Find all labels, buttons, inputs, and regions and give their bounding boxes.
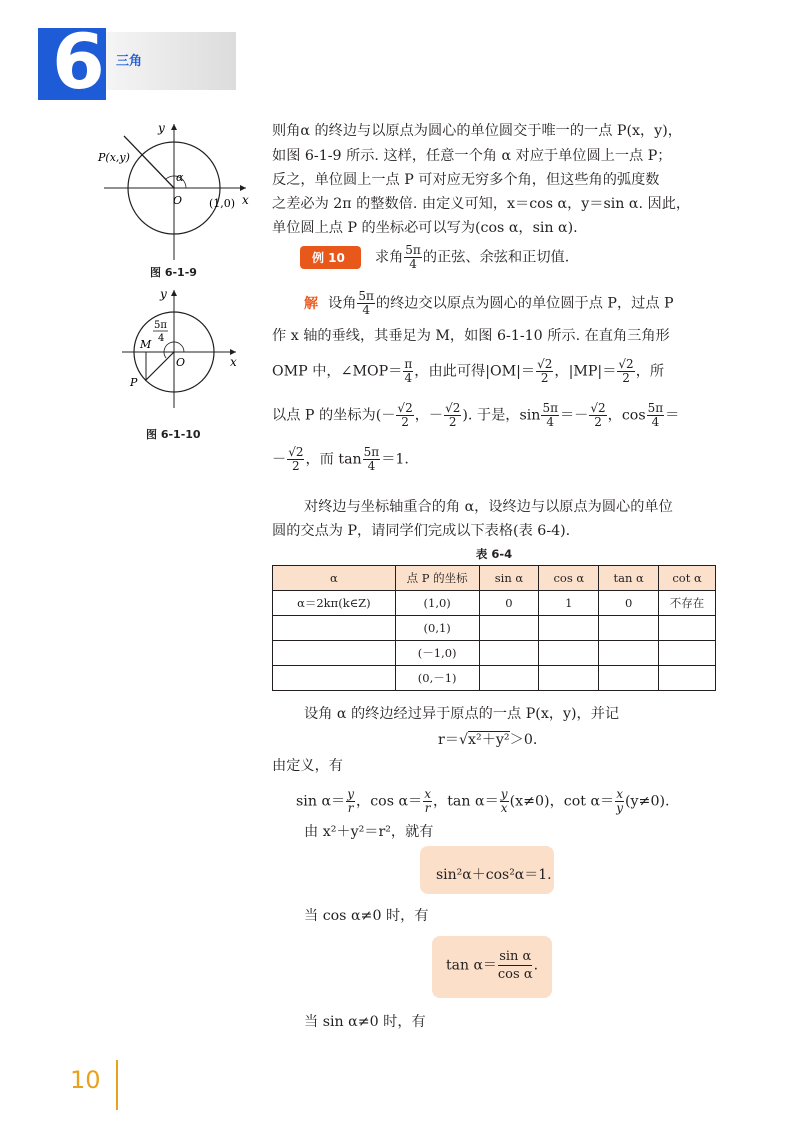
general-r-definition: r＝√x²＋y²＞0. (438, 732, 538, 748)
fig1-point-p-label: P(x,y) (98, 151, 130, 164)
frac-num: √2 (537, 357, 553, 371)
table-cell: 不存在 (659, 591, 716, 616)
fig2-y-label: y (160, 287, 167, 301)
frac-y-over-x (500, 788, 509, 815)
frac-5pi-over-4 (541, 402, 559, 429)
solution-s4-d: ＝－ (559, 407, 589, 424)
solution-s4-e: ，cos (607, 407, 646, 424)
frac-num: 5π (647, 401, 664, 415)
solution-s5-b: ，而 tan (305, 451, 362, 468)
frac-den: r (347, 801, 354, 815)
solution-s3-b: ，由此可得|OM|＝ (414, 363, 536, 380)
intro-line-5: 单位圆上点 P 的坐标必可以写为(cos α，sin α). (272, 220, 578, 236)
solution-s4-f: ＝ (665, 407, 680, 424)
frac-den: 2 (622, 371, 630, 385)
example-badge: 例 10 (300, 246, 361, 269)
frac-den: y (616, 801, 623, 815)
solution-om-value (536, 358, 553, 385)
example-question-post: 的正弦、余弦和正切值. (422, 249, 570, 266)
frac-den: 4 (404, 371, 413, 385)
page-number-divider (116, 1060, 118, 1110)
table-cell (479, 641, 539, 666)
solution-s1-pre: 设角 (328, 295, 357, 312)
table-cell (273, 666, 396, 691)
table-cell: 0 (479, 591, 539, 616)
solution-s4-a: 以点 P 的坐标为(－ (272, 407, 396, 424)
solution-line-5 (272, 446, 409, 473)
table-header-cell: 点 P 的坐标 (395, 566, 479, 591)
solution-s4-c: ). 于是，sin (462, 407, 541, 424)
table-cell: 1 (539, 591, 599, 616)
def-cot-pre: (x≠0)，cot α＝ (509, 793, 615, 810)
solution-line-3 (272, 358, 664, 385)
table-cell: (1,0) (395, 591, 479, 616)
page-number: 10 (70, 1066, 101, 1094)
solution-s1-num: 5π (358, 289, 374, 303)
frac-x-over-y (615, 788, 624, 815)
frac-sqrt2-over-2 (589, 402, 606, 429)
table-row (273, 616, 716, 641)
frac-5pi-over-4 (363, 446, 381, 473)
table-cell: (0,1) (395, 616, 479, 641)
tan-identity-pre: tan α＝ (446, 957, 497, 974)
table-row (273, 641, 716, 666)
frac-den: 4 (546, 415, 555, 429)
frac-den: x (500, 801, 508, 815)
table-cell: α＝2kπ(k∈Z) (273, 591, 396, 616)
solution-s3-d: ，所 (635, 363, 665, 380)
def-cos-pre: ，cos α＝ (356, 793, 423, 810)
fig2-x-label: x (230, 355, 237, 369)
solution-line-4 (272, 402, 679, 429)
frac-5pi-over-4 (647, 402, 665, 429)
table-header-cell: sin α (479, 566, 539, 591)
frac-num: x (424, 787, 432, 801)
fig2-point-p-label: P (130, 376, 138, 389)
solution-s3-a: OMP 中，∠MOP＝ (272, 363, 403, 380)
frac-num: √2 (618, 357, 634, 371)
table-cell: (－1,0) (395, 641, 479, 666)
frac-num: y (347, 787, 355, 801)
table-cell (599, 666, 659, 691)
frac-num: y (500, 787, 508, 801)
solution-s5-c: ＝1. (381, 451, 409, 468)
frac-x-over-r (423, 788, 432, 815)
figure-6-1-10 (118, 286, 242, 412)
intro-line-3: 反之，单位圆上一点 P 可对应无穷多个角，但这些角的弧度数 (272, 172, 660, 188)
r-def-radicand: x²＋y² (468, 732, 510, 748)
table-row (273, 591, 716, 616)
frac-den: 2 (448, 415, 457, 429)
frac-den: 2 (594, 415, 602, 429)
frac-den: r (424, 801, 431, 815)
intro-line-4: 之差必为 2π 的整数倍. 由定义可知，x＝cos α，y＝sin α. 因此， (272, 196, 691, 212)
table-6-4 (272, 565, 716, 691)
solution-s4-b: ，－ (414, 407, 444, 424)
example-angle-den: 4 (409, 257, 417, 271)
general-line-5: 当 sin α≠0 时，有 (304, 1014, 426, 1030)
figure-6-1-9-caption: 图 6-1-9 (150, 266, 197, 279)
frac-num: π (404, 357, 413, 371)
axis-para-line-1: 对终边与坐标轴重合的角 α，设终边与以原点为圆心的单位 (304, 499, 673, 515)
table-header-cell: cos α (539, 566, 599, 591)
tangent-identity (446, 948, 538, 983)
table-cell (273, 616, 396, 641)
tan-identity-post: . (533, 957, 539, 974)
table-header-cell: tan α (599, 566, 659, 591)
table-cell (599, 641, 659, 666)
solution-pi-over-4 (403, 358, 413, 385)
frac-den: 2 (540, 371, 549, 385)
table-cell: 0 (599, 591, 659, 616)
general-definitions (296, 788, 670, 815)
frac-den: 4 (651, 415, 660, 429)
fig1-unit-point-label: (1,0) (209, 197, 236, 210)
example-angle-num: 5π (405, 243, 421, 257)
solution-line-1 (304, 290, 674, 317)
table-cell (599, 616, 659, 641)
def-tan-pre: ，tan α＝ (433, 793, 499, 810)
intro-line-2: 如图 6-1-9 所示. 这样，任意一个角 α 对应于单位圆上一点 P； (272, 148, 672, 164)
table-cell (539, 641, 599, 666)
solution-mp-value (617, 358, 634, 385)
fig1-origin-label: O (173, 194, 183, 207)
table-cell (539, 616, 599, 641)
fig2-origin-label: O (176, 356, 186, 369)
solution-s3-c: ，|MP|＝ (554, 363, 617, 380)
solution-s5-a: － (272, 451, 287, 468)
frac-sqrt2-over-2 (287, 446, 304, 473)
example-question-pre: 求角 (374, 249, 404, 266)
table-caption: 表 6-4 (475, 547, 513, 561)
fig1-alpha-label: α (176, 171, 184, 184)
frac-den: 2 (401, 415, 409, 429)
table-cell (273, 641, 396, 666)
table-header-row (273, 566, 716, 591)
frac-den: 4 (367, 459, 376, 473)
solution-label: 解 (304, 295, 318, 312)
fig1-y-label: y (158, 121, 165, 135)
table-header-cell: α (273, 566, 396, 591)
frac-num: x (616, 787, 623, 801)
frac-y-over-r (346, 788, 355, 815)
intro-line-1: 则角α 的终边与以原点为圆心的单位圆交于唯一的一点 P(x，y)， (272, 123, 682, 139)
pythagorean-identity: sin²α＋cos²α＝1. (436, 867, 552, 883)
fig2-angle-denominator: 4 (158, 333, 165, 344)
general-line-4: 当 cos α≠0 时，有 (304, 908, 429, 924)
table-cell (659, 641, 716, 666)
example-10 (300, 244, 569, 271)
solution-line-2: 作 x 轴的垂线，其垂足为 M，如图 6-1-10 所示. 在直角三角形 (272, 328, 670, 344)
chapter-title: 三角 (116, 54, 143, 69)
frac-den: 2 (292, 459, 300, 473)
general-line-2: 由定义，有 (272, 758, 343, 774)
table-header-cell: cot α (659, 566, 716, 591)
table-cell (479, 666, 539, 691)
chapter-number: 6 (52, 17, 105, 106)
frac-num: 5π (542, 401, 558, 415)
def-cot-post: (y≠0). (625, 793, 670, 810)
frac-num: √2 (288, 445, 304, 459)
table-cell: (0,－1) (395, 666, 479, 691)
frac-sqrt2-over-2 (396, 402, 413, 429)
figure-6-1-9 (96, 118, 256, 268)
fig2-angle-numerator: 5π (154, 320, 167, 331)
frac-num: sin α (499, 949, 532, 964)
r-def-post: ＞0. (509, 732, 538, 748)
solution-s1-fraction (357, 290, 375, 317)
frac-num: √2 (397, 401, 413, 415)
fig2-point-m-label: M (140, 338, 152, 351)
axis-para-line-2: 圆的交点为 P，请同学们完成以下表格(表 6-4). (272, 523, 571, 539)
general-line-3: 由 x²＋y²＝r²，就有 (304, 824, 434, 840)
table-cell (479, 616, 539, 641)
frac-den: cos α (497, 967, 533, 982)
frac-num: √2 (445, 401, 461, 415)
table-row (273, 666, 716, 691)
table-cell (539, 666, 599, 691)
frac-sin-over-cos (498, 948, 533, 983)
solution-s1-post: 的终边交以原点为圆心的单位圆于点 P，过点 P (375, 295, 674, 312)
figure-6-1-10-caption: 图 6-1-10 (146, 428, 201, 441)
fig1-x-label: x (242, 193, 249, 207)
example-angle-fraction (404, 244, 422, 271)
frac-num: 5π (363, 445, 380, 459)
chapter-header (38, 17, 236, 106)
table-cell (659, 616, 716, 641)
table-cell (659, 666, 716, 691)
frac-num: √2 (590, 401, 606, 415)
r-def-pre: r＝ (438, 732, 459, 748)
frac-sqrt2-over-2 (444, 402, 461, 429)
general-line-1: 设角 α 的终边经过异于原点的一点 P(x，y)，并记 (304, 706, 620, 722)
def-sin-pre: sin α＝ (296, 793, 346, 810)
solution-s1-den: 4 (362, 303, 370, 317)
